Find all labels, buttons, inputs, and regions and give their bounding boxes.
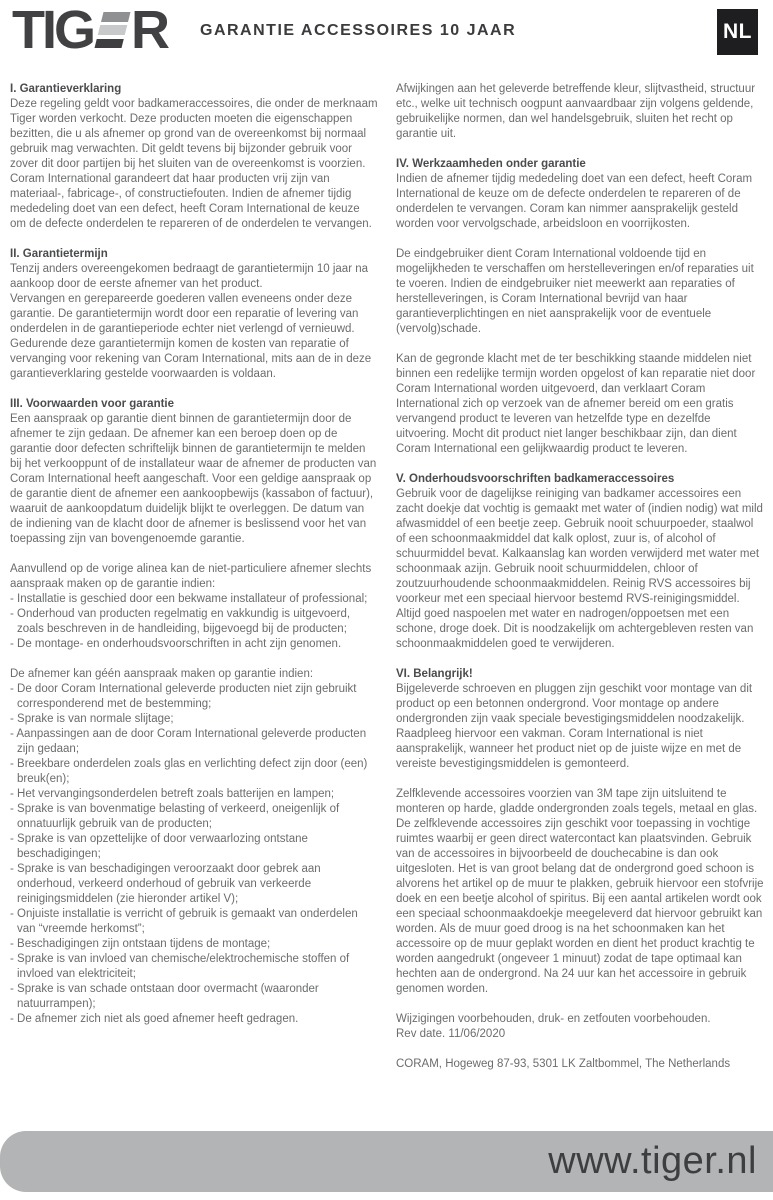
logo-letter: I (42, 0, 55, 60)
spacer (396, 457, 764, 472)
bullet-list (10, 682, 378, 1027)
paragraph: Rev date. 11/06/2020 (396, 1028, 506, 1040)
paragraph: Indien de afnemer tijdig mededeling doet van een defect, heeft Coram International de keuze om de defecte onderdelen te repareren of de onderdelen te vervangen. Coram kan nimmer aansprakelijk gesteld worden voor vervolgschade, arbeidsloon en voorrijkosten. (396, 173, 753, 230)
section-heading: IV. Werkzaamheden onder garantie (396, 158, 586, 170)
spacer (396, 997, 764, 1012)
paragraph: Deze regeling geldt voor badkameraccessoires, die onder de merknaam Tiger worden verkocht. Deze producten moeten die eigenschappen bezitten, die u als afnemer op grond van de overeenkomst bij normaal gebruik mag verwachten. Dit geldt tevens bij bijzonder gebruik voor zover dit door partijen bij het sluiten van de overeenkomst is voorzien. Coram International garandeert dat haar producten vrij zijn van materiaal-, fabricage-, of constructiefouten. Indien de afnemer tijdig mededeling doet van een defect, heeft Coram International de keuze om de defecte onderdelen te repareren of de onderdelen te vervangen. (10, 98, 378, 230)
paragraph: Bijgeleverde schroeven en pluggen zijn geschikt voor montage van dit product op een betonnen ondergrond. Voor montage op andere ondergronden zijn vaak speciale bevestigingsmiddelen noodzakelijk. Raadpleeg hiervoor een vakman. Coram International is niet aansprakelijk, wanneer het product niet op de juiste wijze en met de vereiste bevestigingsmiddelen is gemonteerd. (396, 683, 753, 770)
spacer (10, 652, 378, 667)
list-item: - Sprake is van bovenmatige belasting of verkeerd, oneigenlijk of onnatuurlijk gebruik van de producten; (10, 803, 340, 830)
spacer (396, 142, 764, 157)
document-title: GARANTIE ACCESSOIRES 10 JAAR (200, 22, 517, 39)
left-column (10, 82, 378, 1072)
spacer (10, 382, 378, 397)
paragraph: Zelfklevende accessoires voorzien van 3M tape zijn uitsluitend te monteren op harde, gladde ondergronden zoals tegels, metaal en glas. De zelfklevende accessoires zijn geschikt voor toepassing in vochtige ruimtes waarbij er geen direct watercontact kan plaatsvinden. Gebruik van de accessoires in bijvoorbeeld de douchecabine is dan ook uitgesloten. Het is van groot belang dat de ondergrond goed schoon is alvorens het artikel op de muur te plakken, gebruik hiervoor een stofvrije doek en een beetje alcohol of spiritus. Bij een aantal artikelen wordt ook een speciaal schoonmaakdoekje meegeleverd dat hiervoor gebruikt kan worden. Als de muur goed droog is na het schoonmaken kan het accessoire op de muur geplakt worden en dient het product krachtig te worden aangedrukt (ongeveer 1 minuut) zodat de tape optimaal kan hechten aan de ondergrond. Na 24 uur kan het accessoire in gebruik genomen worden. (396, 788, 764, 995)
paragraph: Kan de gegronde klacht met de ter beschikking staande middelen niet binnen een redelijke termijn worden opgelost of kan reparatie niet door Coram International worden uitgevoerd, dan verklaart Coram International zich op verzoek van de afnemer bereid om een gratis vervangend product te leveren van hetzelfde type en dezelfde uitvoering. Mocht dit product niet langer beschikbaar zijn, dan dient Coram International een gelijkwaardig product te leveren. (396, 353, 756, 455)
list-item: - Onjuiste installatie is verricht of gebruik is gemaakt van onderdelen van “vreemde herkomst”; (10, 908, 358, 935)
logo-letter: R (131, 0, 168, 60)
bullet-list (10, 592, 378, 652)
list-item: - De door Coram International geleverde producten niet zijn gebruikt corresponderend met de bestemming; (10, 683, 357, 710)
section-heading: I. Garantieverklaring (10, 83, 122, 95)
website-text: www.tiger.nl (548, 1140, 757, 1182)
list-item: - De montage- en onderhoudsvoorschriften in acht zijn genomen. (10, 638, 342, 650)
list-item: - Breekbare onderdelen zoals glas en verlichting defect zijn door (een) breuk(en); (10, 758, 368, 785)
language-badge: NL (717, 9, 758, 55)
list-item: - Sprake is van opzettelijke of door verwaarlozing ontstane beschadigingen; (10, 833, 308, 860)
list-item: - Beschadigingen zijn ontstaan tijdens de montage; (10, 938, 271, 950)
paragraph: Gebruik voor de dagelijkse reiniging van badkamer accessoires een zacht doekje dat vochtig is gemaakt met water of (indien nodig) wat mild afwasmiddel of een beetje zeep. Gebruik nooit schuurpoeder, staalwol of een schoonmaakmiddel dat kalk oplost, zuur is, of alcohol of schuurmiddel bevat. Kalkaanslag kan worden verwijderd met water met schoonmaak azijn. Gebruik nooit schuurmiddelen, chloor of zoutzuurhoudende schoonmaakmiddelen. Reinig RVS accessoires bij voorkeur met een speciaal hiervoor bestemd RVS-reinigingsmiddel. Altijd goed naspoelen met water en nadrogen/oppoetsen met een schone, droge doek. Dit is noodzakelijk om achtergebleven resten van schoonmaakmiddelen goed te verwijderen. (396, 488, 763, 650)
paragraph: Gedurende deze garantietermijn komen de kosten van reparatie of vervanging voor rekening van Coram International, mits aan de in deze garantieverklaring gestelde voorwaarden is voldaan. (10, 338, 372, 380)
address-line: CORAM, Hogeweg 87-93, 5301 LK Zaltbommel, The Netherlands (396, 1058, 731, 1070)
list-item: - Installatie is geschied door een bekwame installateur of professional; (10, 593, 368, 605)
section-heading: VI. Belangrijk! (396, 668, 473, 680)
list-item: - Het vervangingsonderdelen betreft zoals batterijen en lampen; (10, 788, 335, 800)
list-item: - Aanpassingen aan de door Coram International geleverde producten zijn gedaan; (10, 728, 367, 755)
logo-letter: T (12, 0, 42, 60)
section-heading: III. Voorwaarden voor garantie (10, 398, 175, 410)
paragraph: Vervangen en gerepareerde goederen vallen eveneens onder deze garantie. De garantietermijn wordt door een reparatie of levering van onderdelen in de garantieperiode echter niet verlengd of vernieuwd. (10, 293, 359, 335)
paragraph: Tenzij anders overeengekomen bedraagt de garantietermijn 10 jaar na aankoop door de eerste afnemer van het product. (10, 263, 369, 290)
spacer (396, 772, 764, 787)
paragraph: Wijzigingen voorbehouden, druk- en zetfouten voorbehouden. (396, 1013, 711, 1025)
logo-letter-e-bars (95, 12, 131, 48)
list-item: - Sprake is van invloed van chemische/elektrochemische stoffen of invloed van elektriciteit; (10, 953, 350, 980)
spacer (10, 232, 378, 247)
list-item: - Onderhoud van producten regelmatig en vakkundig is uitgevoerd, zoals beschreven in de handleiding, bijgevoegd bij de producten; (10, 608, 351, 635)
section-heading: II. Garantietermijn (10, 248, 108, 260)
section-heading: V. Onderhoudsvoorschriften badkameraccessoires (396, 473, 675, 485)
paragraph: Een aanspraak op garantie dient binnen de garantietermijn door de afnemer te zijn gedaan. De afnemer kan een beroep doen op de garantie door defecten schriftelijk binnen de garantietermijn te melden bij het verkooppunt of de installateur waar de afnemer de producten van Coram International heeft aangeschaft. Voor een geldige aanspraak op de garantie dient de afnemer een aankoopbewijs (kassabon of factuur), waaruit de aankoopdatum duidelijk blijkt te overleggen. De datum van de indiening van de klacht door de afnemer is beslissend voor het van toepassing zijn van bovengenoemde garantie. (10, 413, 377, 545)
spacer (396, 652, 764, 667)
paragraph: De eindgebruiker dient Coram International voldoende tijd en mogelijkheden te verschaffen om herstelleveringen en/of reparaties uit te voeren. Indien de eindgebruiker niet meewerkt aan reparaties of herstelleveringen, is Coram International bevrijd van haar garantieverplichtingen en niet aansprakelijk voor de eventuele (vervolg)schade. (396, 248, 754, 335)
list-item: - Sprake is van normale slijtage; (10, 713, 174, 725)
paragraph: De afnemer kan géén aanspraak maken op garantie indien: (10, 668, 314, 680)
spacer (10, 547, 378, 562)
paragraph: Afwijkingen aan het geleverde betreffende kleur, slijtvastheid, structuur etc., welke uit technisch oogpunt aanvaardbaar zijn volgens geldende, gebruikelijke normen, dan wel handelsgebruik, sluiten het recht op garantie uit. (396, 83, 756, 140)
text-columns (10, 82, 764, 1072)
tiger-logo (12, 0, 168, 60)
list-item: - Sprake is van beschadigingen veroorzaakt door gebrek aan onderhoud, verkeerd onderhoud of gebruik van verkeerde reinigingsmiddelen (zie hieronder artikel V); (10, 863, 321, 905)
document-header (0, 0, 773, 72)
list-item: - Sprake is van schade ontstaan door overmacht (waaronder natuurrampen); (10, 983, 319, 1010)
spacer (396, 1042, 764, 1057)
spacer (396, 337, 764, 352)
logo-letter: G (54, 0, 94, 60)
spacer (396, 232, 764, 247)
right-column (396, 82, 764, 1072)
list-item: - De afnemer zich niet als goed afnemer heeft gedragen. (10, 1013, 299, 1025)
footer-bar (0, 1131, 773, 1192)
paragraph: Aanvullend op de vorige alinea kan de niet-particuliere afnemer slechts aanspraak maken op de garantie indien: (10, 563, 372, 590)
